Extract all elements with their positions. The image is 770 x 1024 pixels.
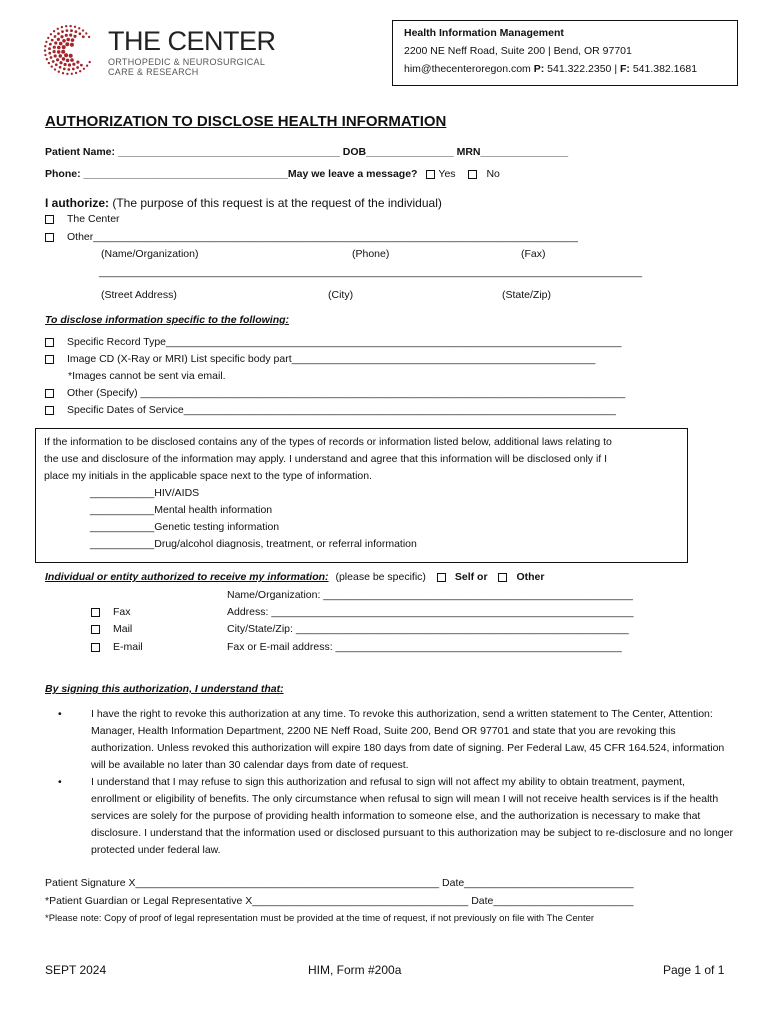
authorize-heading	[45, 196, 442, 210]
logo-dot	[59, 66, 62, 69]
authorize-purpose: (The purpose of this request is at the request of the individual)	[109, 196, 442, 210]
address: 2200 NE Neff Road, Suite 200 | Bend, OR 97701	[404, 45, 632, 57]
logo-dot	[54, 35, 57, 38]
center-checkbox[interactable]	[45, 215, 54, 224]
logo-dot	[53, 46, 56, 49]
logo-dot	[44, 45, 46, 47]
no-label: No	[486, 168, 500, 180]
logo-dot	[57, 28, 59, 30]
dates-checkbox[interactable]	[45, 406, 54, 415]
logo-dot	[66, 73, 68, 75]
contact-line	[404, 63, 697, 75]
center-label: The Center	[67, 213, 120, 225]
logo-dot	[71, 73, 73, 75]
record-type-field[interactable]: Specific Record Type______________________________________________________________________________	[67, 336, 622, 348]
image-cd-field[interactable]: Image CD (X-Ray or MRI) List specific body part____________________________________________________	[67, 353, 596, 365]
patient-phone-row	[45, 168, 500, 180]
yes-label: Yes	[438, 168, 456, 180]
logo-dot	[56, 58, 59, 61]
legal-note: *Please note: Copy of proof of legal representation must be provided at the time of request, if not previously on file with The Center	[45, 913, 595, 924]
yes-checkbox[interactable]	[426, 170, 435, 179]
logo-dot	[59, 61, 62, 64]
recipient-note: (please be specific)	[335, 571, 426, 583]
logo-dot	[57, 50, 61, 54]
logo-dot	[51, 65, 53, 67]
logo-dot	[50, 56, 53, 59]
logo-dot	[61, 50, 65, 54]
disclose-item	[45, 336, 622, 348]
logo-dot	[61, 26, 63, 28]
logo-dot	[61, 30, 64, 33]
caption-city: (City)	[328, 289, 354, 301]
logo-dot	[54, 68, 56, 70]
logo-dot	[69, 54, 73, 58]
logo-dot	[76, 61, 79, 64]
recipient-heading: Individual or entity authorized to receive my information:	[45, 571, 329, 583]
other-recipient-checkbox[interactable]	[498, 573, 507, 582]
authorize-label: I authorize:	[45, 196, 110, 210]
logo-dot	[82, 29, 84, 31]
logo-subtitle-2: CARE & RESEARCH	[108, 67, 199, 77]
signing-terms	[58, 706, 734, 859]
logo-dot	[57, 46, 61, 50]
logo-dot	[76, 66, 79, 69]
initials-mental-health[interactable]: ___________Mental health information	[90, 504, 273, 516]
logo-dot	[48, 47, 51, 50]
logo-dot	[65, 34, 68, 37]
logo-dot	[52, 60, 55, 63]
form-title: AUTHORIZATION TO DISCLOSE HEALTH INFORMATION	[45, 113, 447, 130]
logo-dot	[65, 42, 69, 46]
footer-form-number: HIM, Form #200a	[308, 963, 402, 977]
caption-street: (Street Address)	[101, 289, 177, 301]
logo-dots-icon	[38, 18, 100, 82]
separator: |	[614, 63, 618, 75]
disclose-item	[45, 353, 595, 365]
bullet-icon: •	[58, 776, 62, 788]
logo-dot	[80, 64, 83, 67]
term-revoke: I have the right to revoke this authorization at any time. To revoke this authorization, send a written statement to The Center, Attention: Manager, Health Information Department, 2200 NE Neff Road, Suite 200, Bend OR 97701 and state that you are revoking this authorization. Unless revoked this authorization will expire 180 days from date of signing. Per Federal Law, 45 CFR 164.524, information will be available no later than 30 calendar days from date of request.	[91, 708, 725, 771]
logo-dot	[78, 27, 80, 29]
logo-dot	[53, 50, 56, 53]
bullet-icon: •	[58, 708, 62, 720]
logo-dot	[45, 41, 47, 43]
logo-dot	[62, 45, 66, 49]
patient-signature-field[interactable]: Patient Signature X____________________________________________________ Date_____________________________	[45, 877, 634, 889]
info-text-3: place my initials in the applicable space next to the type of information.	[44, 470, 373, 482]
logo-dot	[47, 37, 49, 39]
footer-date: SEPT 2024	[45, 963, 107, 977]
initials-genetic[interactable]: ___________Genetic testing information	[90, 521, 280, 533]
logo-dot	[69, 34, 72, 37]
logo-dot	[49, 43, 52, 46]
logo-dot	[62, 39, 66, 43]
other-field[interactable]: Other___________________________________________________________________________________	[67, 231, 578, 243]
logo-dot	[64, 63, 67, 66]
logo-dot	[85, 32, 87, 34]
logo-dot	[74, 26, 76, 28]
logo-dot	[54, 54, 57, 57]
phone: 541.322.2350	[547, 63, 612, 75]
logo-dot	[83, 68, 85, 70]
self-checkbox[interactable]	[437, 573, 446, 582]
logo-dot	[71, 38, 75, 42]
logo-dot	[54, 41, 57, 44]
option-other	[45, 231, 578, 243]
method-fax	[91, 606, 131, 618]
signing-heading: By signing this authorization, I understand that:	[45, 683, 284, 695]
logo-dot	[46, 58, 48, 60]
logo-dot	[66, 29, 69, 32]
dates-field[interactable]: Specific Dates of Service__________________________________________________________________________	[67, 404, 616, 416]
recipient-heading-row	[45, 571, 544, 583]
initials-drug-alcohol[interactable]: ___________Drug/alcohol diagnosis, treatment, or referral information	[90, 538, 417, 550]
logo-dot	[73, 35, 76, 38]
term-refuse: I understand that I may refuse to sign this authorization and refusal to sign will not affect my ability to obtain treatment, payment, enrollment or eligibility of benefits. The only circumstance when refusal to sign will mean I will not receive health services is if the health services are solely for the purpose of providing health information to someone else, and the authorization is necessary to make that disclosure. I understand that the information used or disclosed pursuant to this authorization may be subject to re-disclosure and no longer protected under federal law.	[91, 776, 734, 856]
disclose-item	[45, 387, 625, 399]
mail-label: Mail	[113, 623, 133, 635]
department-name: Health Information Management	[404, 27, 564, 39]
logo-dot	[72, 63, 75, 66]
logo-dot	[57, 32, 60, 35]
caption-state-zip: (State/Zip)	[502, 289, 552, 301]
term-item	[58, 706, 734, 774]
logo-dot	[70, 29, 73, 32]
logo-dot	[57, 38, 60, 41]
logo-dot	[72, 68, 75, 71]
logo-dot	[64, 53, 68, 57]
logo-dot	[70, 58, 74, 62]
disclose-heading: To disclose information specific to the following:	[45, 314, 290, 326]
logo-dot	[48, 62, 50, 64]
fax-label: F:	[619, 63, 630, 75]
contact-box	[392, 20, 738, 86]
message-question: May we leave a message?	[287, 168, 418, 180]
fax-checkbox[interactable]	[91, 608, 100, 617]
no-checkbox[interactable]	[468, 170, 477, 179]
address-line-field[interactable]: _____________________________________________________________________________________________	[99, 266, 643, 278]
fax: 541.382.1681	[632, 63, 698, 75]
recipient-name-field[interactable]: Name/Organization: _____________________________________________________	[227, 589, 633, 601]
logo-dot	[62, 57, 66, 61]
recipient-city-field[interactable]: City/State/Zip: _________________________________________________________	[227, 623, 629, 635]
images-note: *Images cannot be sent via email.	[68, 370, 226, 382]
logo-dot	[62, 72, 64, 74]
logo-dot	[51, 39, 54, 42]
logo-dot	[55, 63, 58, 66]
logo-dot	[44, 54, 46, 56]
logo-dot	[66, 59, 70, 63]
recipient-address-field[interactable]: Address: ______________________________________________________________	[227, 606, 634, 618]
logo-dot	[59, 42, 63, 46]
logo-dot	[75, 72, 77, 74]
logo-dot	[70, 43, 74, 47]
initials-hiv[interactable]: ___________HIV/AIDS	[90, 487, 200, 499]
record-type-checkbox[interactable]	[45, 338, 54, 347]
email: him@thecenteroregon.com	[404, 63, 531, 75]
logo-dot	[75, 30, 78, 33]
option-center	[45, 213, 120, 225]
method-mail	[91, 623, 132, 635]
logo-dot	[68, 63, 71, 66]
logo-dot	[48, 52, 51, 55]
method-email	[91, 641, 143, 653]
footer-page-number: Page 1 of 1	[663, 963, 725, 977]
logo-dot	[69, 25, 71, 27]
patient-phone-field[interactable]: Phone: ___________________________________	[45, 168, 288, 180]
logo-dot	[53, 30, 55, 32]
recipient-fax-email-field[interactable]: Fax or E-mail address: _________________________________________________	[227, 641, 622, 653]
other-specify-field[interactable]: Other (Specify) ___________________________________________________________________________________	[67, 387, 626, 399]
image-cd-checkbox[interactable]	[45, 355, 54, 364]
logo-dot	[86, 65, 88, 67]
email-checkbox[interactable]	[91, 643, 100, 652]
logo-dot	[79, 70, 81, 72]
logo-dot	[66, 38, 70, 42]
caption-fax: (Fax)	[521, 248, 546, 260]
other-recipient-label: Other	[516, 571, 545, 583]
self-label: Self or	[454, 571, 488, 583]
logo-dot	[50, 33, 52, 35]
other-specify-checkbox[interactable]	[45, 389, 54, 398]
patient-name-field[interactable]: Patient Name: ______________________________________ DOB_______________ MRN_______________	[45, 146, 569, 158]
term-item	[58, 774, 734, 859]
disclose-item	[45, 404, 616, 416]
logo-dot	[88, 36, 90, 38]
other-checkbox[interactable]	[45, 233, 54, 242]
logo-dot	[44, 49, 46, 51]
fax-label: Fax	[113, 606, 131, 618]
guardian-signature-field[interactable]: *Patient Guardian or Legal Representative X_____________________________________ Date________________________	[45, 895, 634, 907]
logo-subtitle: ORTHOPEDIC & NEUROSURGICAL	[108, 57, 266, 67]
logo-dot	[60, 35, 63, 38]
logo-dot	[58, 71, 60, 73]
logo-dot	[79, 32, 82, 35]
logo-dot	[82, 35, 85, 38]
logo-dot	[59, 54, 63, 58]
logo-dot	[65, 25, 67, 27]
special-records-box	[35, 428, 688, 563]
mail-checkbox[interactable]	[91, 625, 100, 634]
info-text-2: the use and disclosure of the information may apply. I understand and agree that this information will be disclosed only if I	[44, 453, 608, 465]
logo-dot	[67, 68, 70, 71]
info-text-1: If the information to be disclosed contains any of the types of records or information listed below, additional laws relating to	[44, 436, 612, 448]
logo-dot	[63, 68, 66, 71]
logo-dot	[89, 61, 91, 63]
caption-name-org: (Name/Organization)	[101, 248, 199, 260]
email-label: E-mail	[113, 641, 143, 653]
logo-title: THE CENTER	[108, 26, 276, 56]
phone-label: P:	[533, 63, 545, 75]
caption-phone: (Phone)	[352, 248, 390, 260]
